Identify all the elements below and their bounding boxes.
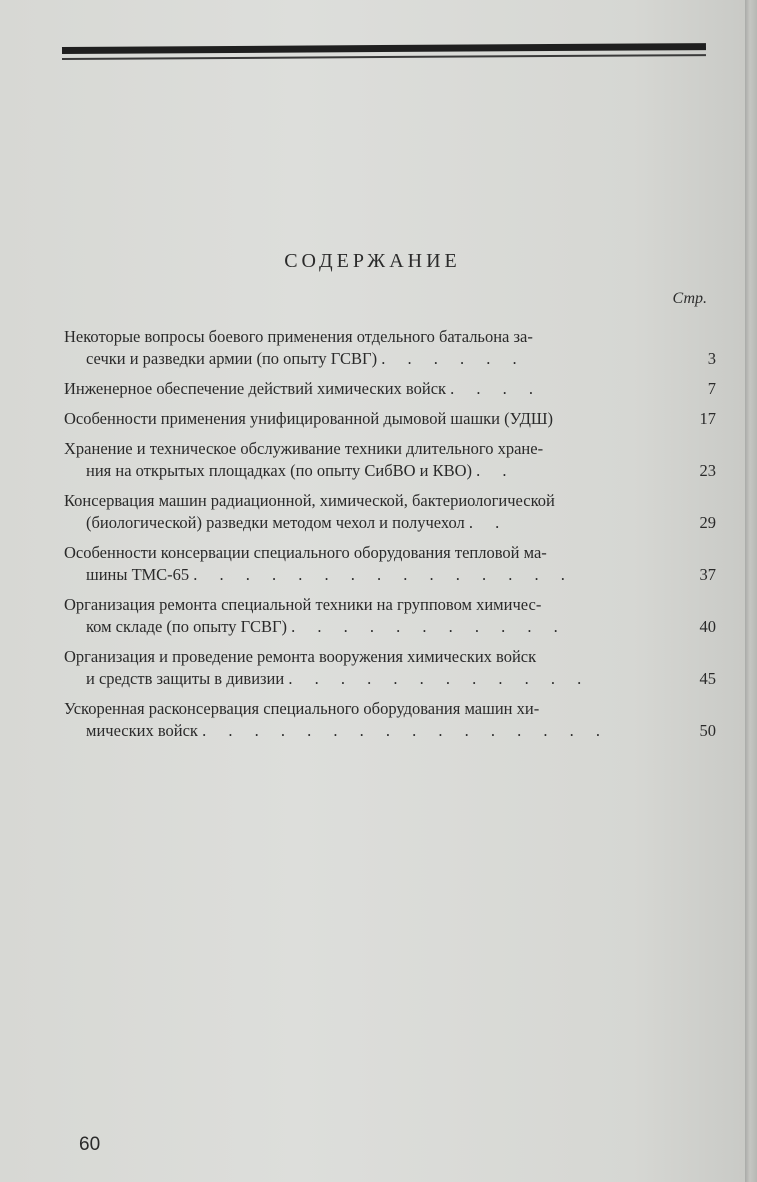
toc-entry-line [64, 720, 716, 742]
toc-entry-line [64, 378, 716, 400]
toc-entry-line: Особенности применения унифицированной дымовой шашки (УДШ) [64, 409, 554, 428]
toc-entry-text: сечки и разведки армии (по опыту ГСВГ) [86, 349, 378, 368]
toc-entry [64, 490, 716, 534]
toc-entry-line: Ускоренная расконсервация специального оборудования машин хи- [64, 699, 540, 718]
contents-heading: СОДЕРЖАНИЕ [284, 250, 461, 272]
top-rule-thin [62, 54, 706, 60]
toc-page-number: 37 [699, 565, 716, 584]
toc-entry-line [64, 512, 716, 534]
toc-entry [64, 378, 716, 400]
toc-entry-line: Консервация машин радиационной, химической, бактериологической [64, 491, 555, 510]
toc-page-number: 40 [699, 617, 716, 636]
dot-leader: . . . . . . . . . . . . . . . [193, 565, 574, 584]
toc-entry-line: Особенности консервации специального оборудования тепловой ма- [64, 543, 547, 562]
dot-leader: . . . . . . . . . . . [291, 617, 567, 636]
dot-leader: . . . . . . [381, 349, 526, 368]
toc-entry-line [64, 564, 716, 586]
page-column-label: Стр. [672, 290, 707, 307]
toc-page-number: 23 [699, 461, 716, 480]
toc-entry [64, 408, 716, 430]
dot-leader: . . . . [450, 379, 543, 398]
toc-entry-text: мических войск [86, 721, 198, 740]
toc-entry-line: Некоторые вопросы боевого применения отдельного батальона за- [64, 327, 533, 346]
toc-entry [64, 646, 716, 690]
toc-entry-text: и средств защиты в дивизии [86, 669, 285, 688]
toc-entry [64, 326, 716, 370]
toc-entry [64, 438, 716, 482]
toc-entry [64, 698, 716, 742]
toc-entry-text: (биологической) разведки методом чехол и получехол [86, 513, 465, 532]
toc-entry-line: Хранение и техническое обслуживание техники длительного хране- [64, 439, 544, 458]
toc-entry-line [64, 460, 716, 482]
dot-leader: . . . . . . . . . . . . . . . . [202, 721, 609, 740]
toc-entry-text: ния на открытых площадках (по опыту СибВО и КВО) [86, 461, 473, 480]
toc-entry [64, 594, 716, 638]
toc-page-number: 45 [699, 669, 716, 688]
table-of-contents [64, 326, 716, 750]
next-page-edge [745, 0, 757, 1182]
page-folio-number: 60 [79, 1134, 101, 1155]
toc-entry-line: Организация и проведение ремонта вооружения химических войск [64, 647, 537, 666]
toc-page-number: 7 [707, 379, 716, 398]
toc-entry-line: Организация ремонта специальной техники на групповом химичес- [64, 595, 542, 614]
toc-entry-text: ком складе (по опыту ГСВГ) [86, 617, 288, 636]
toc-page-number: 50 [699, 721, 716, 740]
dot-leader: . . . . . . . . . . . . [288, 669, 591, 688]
toc-entry-line [64, 348, 716, 370]
toc-page-number: 17 [699, 409, 716, 428]
toc-entry-line [64, 668, 716, 690]
top-rule-thick [62, 43, 706, 54]
dot-leader: . . [476, 461, 516, 480]
toc-entry-text: Инженерное обеспечение действий химических войск [64, 379, 447, 398]
toc-page-number: 3 [707, 349, 716, 368]
dot-leader: . . [468, 513, 509, 532]
toc-entry-text: шины ТМС-65 [86, 565, 190, 584]
toc-page-number: 29 [699, 513, 716, 532]
toc-entry-line [64, 616, 716, 638]
toc-entry [64, 542, 716, 586]
